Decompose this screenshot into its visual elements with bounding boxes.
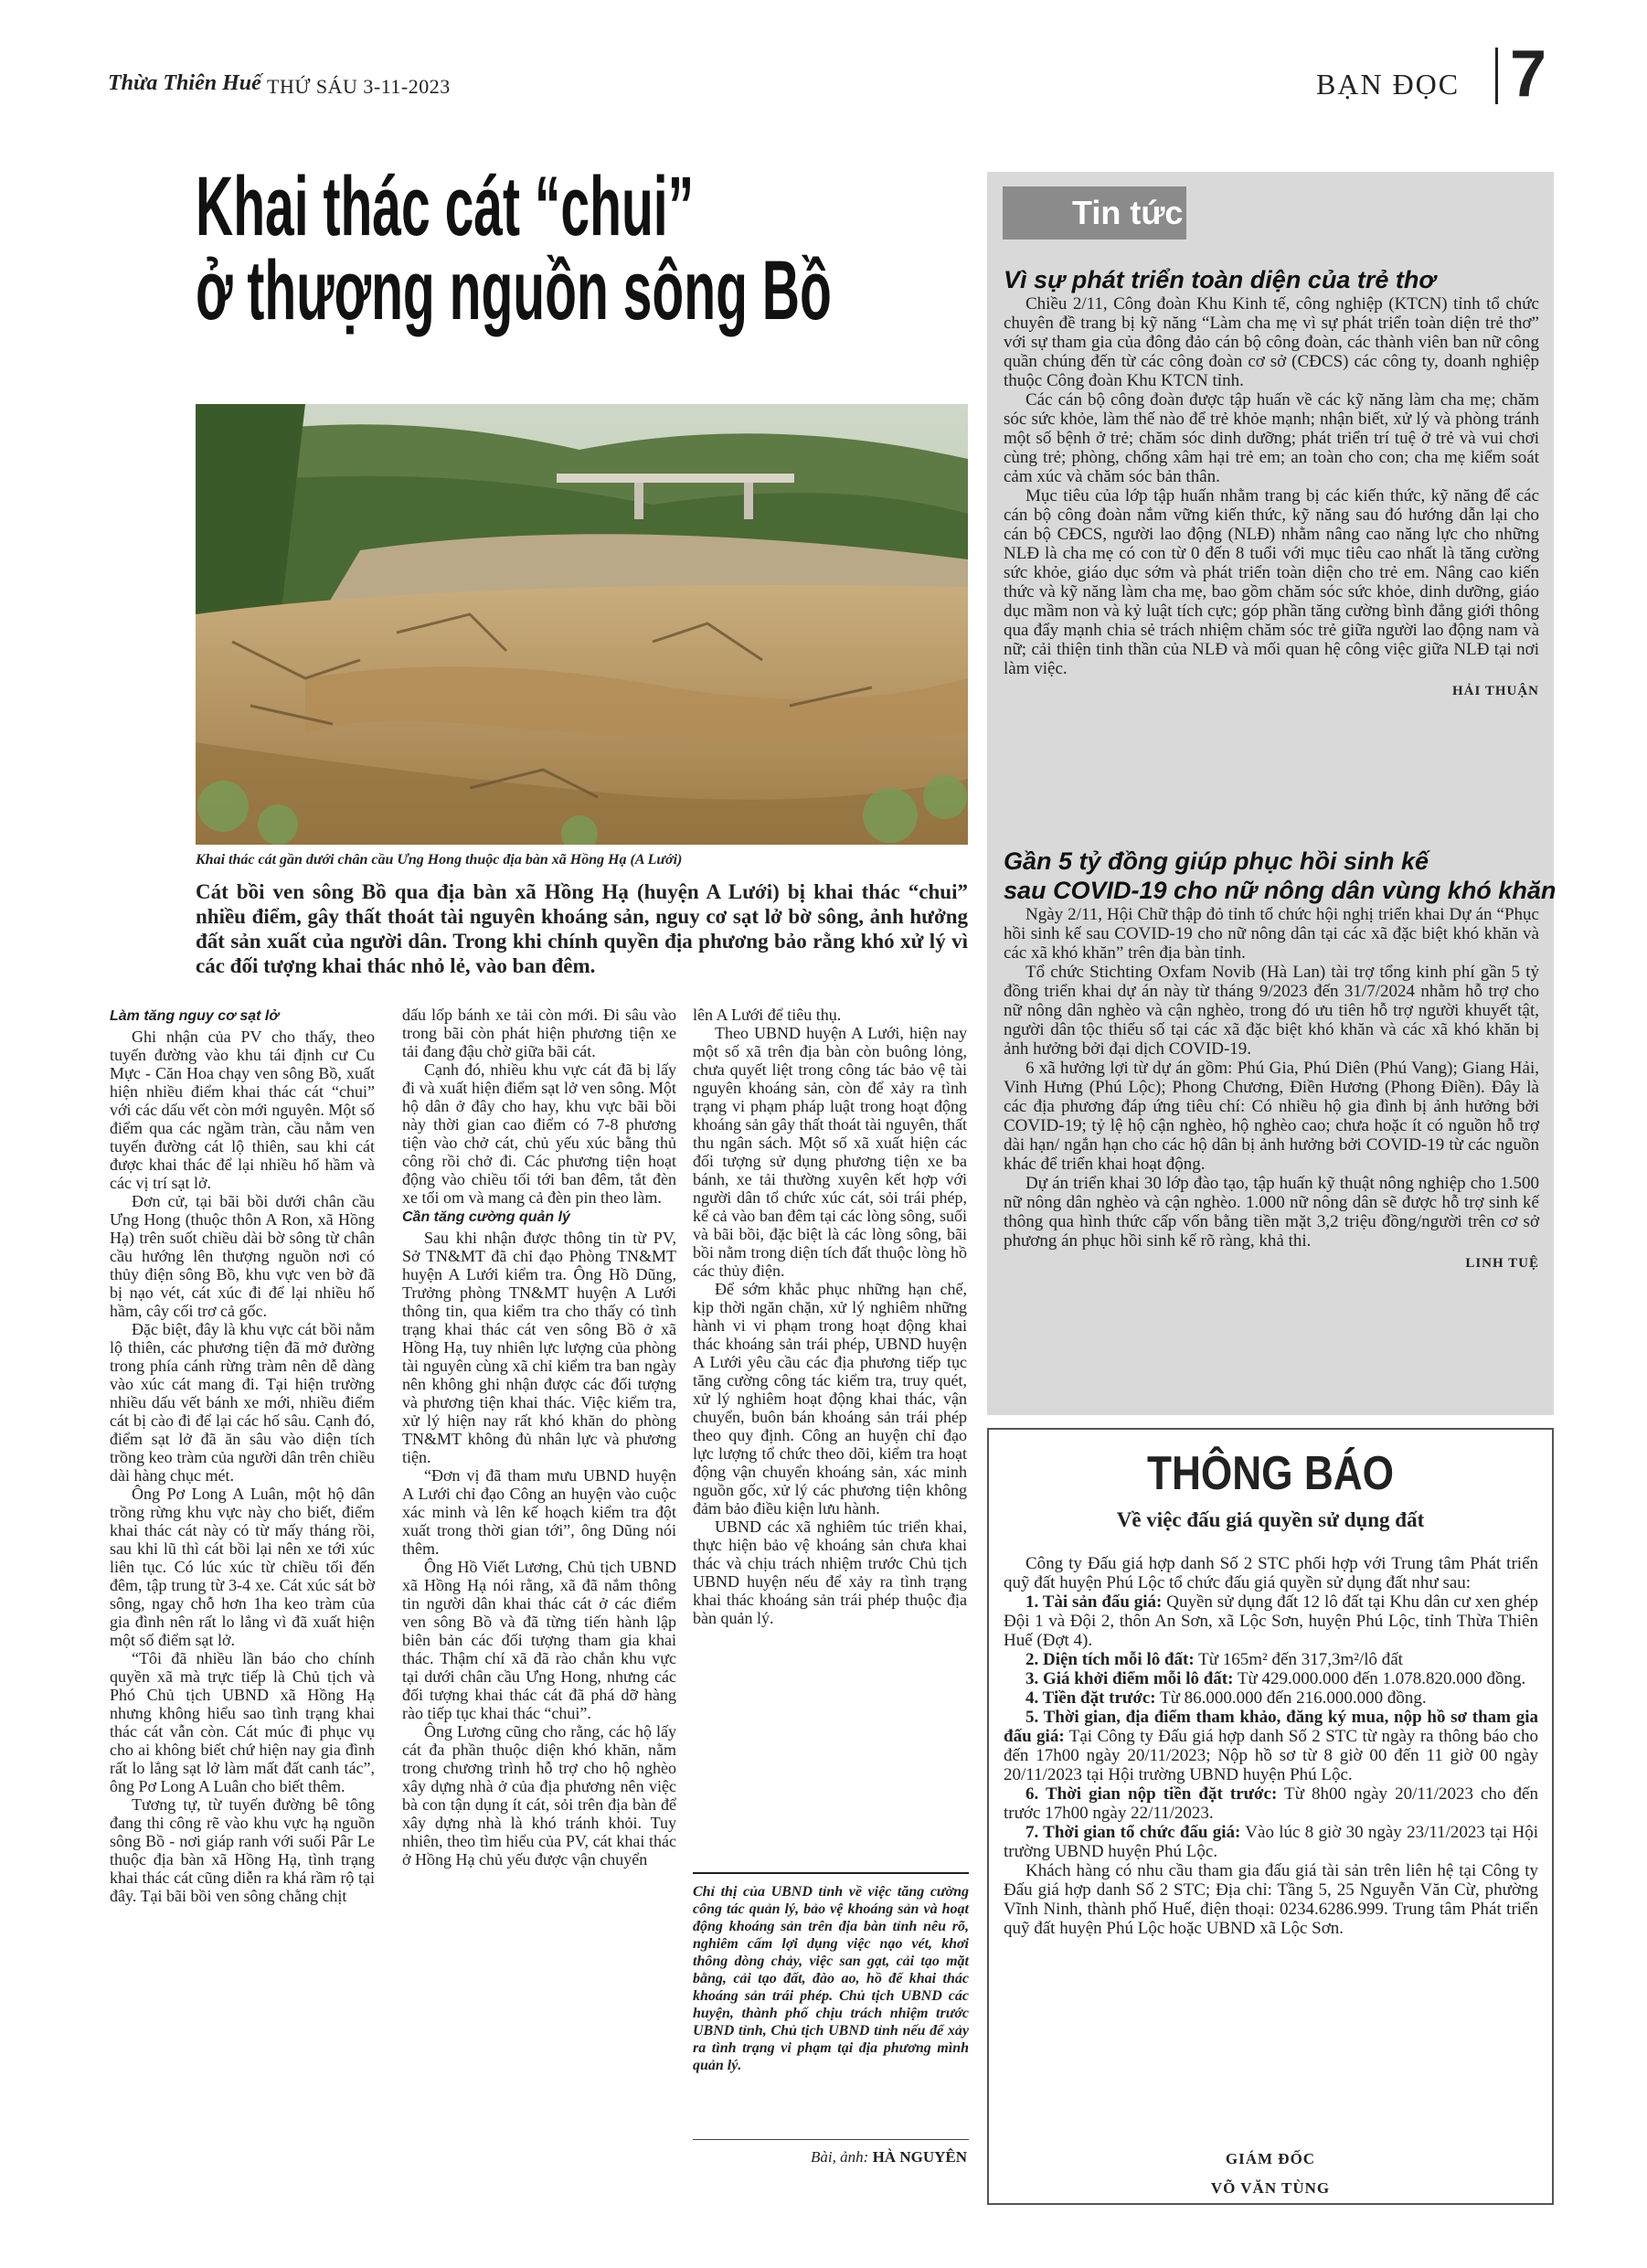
notice-item-text: Từ 429.000.000 đến 1.078.820.000 đồng. — [1233, 1669, 1526, 1688]
notice-item-label: 1. Tài sản đấu giá: — [1025, 1592, 1163, 1612]
article-photo — [196, 404, 968, 845]
paragraph: “Tôi đã nhiều lần báo cho chính quyền xã mà trực tiếp là Chủ tịch và Phó Chủ tịch UBND xã Hồng Hạ nhưng không hiểu sao tình trạng khai thác cát vẫn còn. Cát múc đi phục vụ cho ai không biết chứ hiện nay gia đình rất lo lắng sạt lở làm mất đất canh tác”, ông Pơ Long A Luân cho biết thêm. — [110, 1649, 375, 1795]
notice-item-label: 7. Thời gian tổ chức đấu giá: — [1025, 1823, 1241, 1842]
article-byline — [693, 2148, 967, 2167]
paragraph: Sau khi nhận được thông tin từ PV, Sở TN&MT đã chỉ đạo Phòng TN&MT huyện A Lưới kiểm tra. Ông Hồ Dũng, Trưởng phòng TN&MT huyện A Lưới thông tin, qua kiểm tra cho thấy có tình trạng khai thác cát ven sông Bồ ở xã Hồng Hạ, tuy nhiên lực lượng của phòng tài nguyên cùng xã chỉ kiểm tra ban ngày nên không ghi nhận được các đối tượng và phương tiện khai thác. Việc kiểm tra, xử lý hiện nay rất khó khăn do phòng TN&MT không đủ nhân lực và phương tiện. — [402, 1229, 676, 1466]
photo-caption: Khai thác cát gần dưới chân cầu Ưng Hong thuộc địa bàn xã Hồng Hạ (A Lưới) — [196, 852, 683, 868]
paragraph: Các cán bộ công đoàn được tập huấn về các kỹ năng làm cha mẹ; chăm sóc sức khỏe, làm thế nào để trẻ khỏe mạnh; nhận biết, xử lý và phòng tránh một số bệnh ở trẻ; chăm sóc dinh dưỡng; phát triển trí tuệ ở trẻ và vui chơi cùng trẻ; phòng, chống xâm hại trẻ em; an toàn cho con; cha mẹ kiểm soát cảm xúc và chăm sóc bản thân. — [1004, 390, 1539, 486]
directive-text: Chỉ thị của UBND tỉnh về việc tăng cường công tác quản lý, bảo vệ khoáng sản và hoạt động khoáng sản trên địa bàn tỉnh nêu rõ, nghiêm cấm lợi dụng việc nạo vét, khơi thông dòng chảy, việc san gạt, cải tạo mặt bằng, cải tạo đất, đào ao, hồ để khai thác khoáng sản trái phép. Chủ tịch UBND các huyện, thành phố chịu trách nhiệm trước UBND tỉnh, Chủ tịch UBND tỉnh nếu để xảy ra tình trạng vi phạm tại địa phương mình quản lý. — [693, 1884, 969, 2073]
paragraph: UBND các xã nghiêm túc triển khai, thực hiện bảo vệ khoáng sản chưa khai thác và chịu trách nhiệm trước Chủ tịch UBND huyện nếu để xảy ra tình trạng khai thác khoáng sản trái phép thuộc địa bàn quản lý. — [693, 1517, 967, 1627]
notice-item-text: Quyền sử dụng đất 12 lô đất tại Khu dân cư xen ghép Đội 1 và Đội 2, thôn An Sơn, xã Lộc Sơn, huyện Phú Lộc, tỉnh Thừa Thiên Huế (Đợt 4). — [1004, 1592, 1538, 1650]
article-column-1 — [110, 1006, 375, 1905]
byline-author: HÀ NGUYÊN — [872, 2148, 967, 2166]
notice-item-label: 3. Giá khởi điểm mỗi lô đất: — [1025, 1669, 1234, 1688]
notice-item-text: Từ 165m² đến 317,3m²/lô đất — [1194, 1650, 1403, 1669]
notice-item — [1004, 1784, 1538, 1823]
paragraph: “Đơn vị đã tham mưu UBND huyện A Lưới chỉ đạo Công an huyện vào cuộc xác minh và lên kế hoạch kiểm tra đột xuất trong thời gian tới”, ông Dũng nói thêm. — [402, 1466, 676, 1558]
notice-subtitle: Về việc đấu giá quyền sử dụng đất — [1116, 1508, 1425, 1531]
notice-item — [1004, 1823, 1538, 1861]
notice-item — [1004, 1650, 1538, 1669]
paragraph: Cạnh đó, nhiều khu vực cát đã bị lấy đi và xuất hiện điểm sạt lở ven sông. Một hộ dân ở đây cho hay, khu vực bãi bồi này thời gian cao điểm có 7-8 phương tiện vào chở cát, chủ yếu xúc bằng thủ công rồi chở đi. Các phương tiện hoạt động vào chiều tối tới ban đêm, tắt đèn xe tối om và mang cả đèn pin theo làm. — [402, 1060, 676, 1207]
notice-item-label: 5. Thời gian, địa điểm tham khảo, đăng ký mua, nộp hồ sơ tham gia đấu giá: — [1004, 1708, 1538, 1746]
news-article-title-line-2: sau COVID-19 cho nữ nông dân vùng khó khăn — [1004, 877, 1557, 904]
headline-line-2: ở thượng nguồn sông Bồ — [196, 244, 832, 337]
notice-item-label: 2. Diện tích mỗi lô đất: — [1025, 1650, 1195, 1669]
notice-closing: Khách hàng có nhu cầu tham gia đấu giá tài sản trên liên hệ tại Công ty Đấu giá hợp danh Số 2 STC; Địa chỉ: Tầng 5, 25 Nguyễn Văn Cừ, phường Vĩnh Ninh, thành phố Huế, điện thoại: 0234.6286.999. Trung tâm Phát triển quỹ đất huyện Phú Lộc hoặc UBND xã Lộc Sơn. — [1004, 1861, 1538, 1938]
sidebar-divider — [693, 2139, 969, 2140]
paragraph: Ông Hồ Viết Lương, Chủ tịch UBND xã Hồng Hạ nói rằng, xã đã nắm thông tin người dân khai thác cát ở các điểm ven sông Bồ và đã từng tiến hành lập biên bản các đối tượng tham gia khai thác. Thậm chí xã đã rào chắn khu vực tại dưới chân cầu Ưng Hong, nhưng các đối tượng khai thác cát đã phá dỡ hàng rào tiếp tục khai thác “chui”. — [402, 1558, 676, 1722]
notice-body — [1004, 1554, 1538, 1938]
news-article-children — [1004, 265, 1539, 699]
paragraph: Chiều 2/11, Công đoàn Khu Kinh tế, công nghiệp (KTCN) tỉnh tổ chức chuyên đề trang bị kỹ năng “Làm cha mẹ vì sự phát triển toàn diện trẻ thơ” với sự tham gia của đông đảo cán bộ công đoàn, các thành viên ban nữ công quần chúng đến từ các công đoàn cơ sở (CĐCS) các công ty, doanh nghiệp thuộc Công đoàn Khu KTCN tỉnh. — [1004, 294, 1539, 390]
paragraph: Theo UBND huyện A Lưới, hiện nay một số xã trên địa bàn còn buông lỏng, chưa quyết liệt trong công tác bảo vệ tài nguyên khoáng sản, còn để xảy ra tình trạng vi phạm pháp luật trong hoạt động khoáng sản gây thất thoát tài nguyên, thất thu ngân sách. Một số xã xuất hiện các đối tượng sử dụng phương tiện xe ba bánh, xe tải thường xuyên kết hợp với người dân tổ chức xúc cát, sỏi trái phép, kể cả vào ban đêm tại các lòng sông, suối và bãi bồi, đặc biệt là các lòng sông, bãi bồi nằm trong diện tích đất thuộc lòng hồ các thủy điện. — [693, 1024, 967, 1280]
paragraph: dấu lốp bánh xe tải còn mới. Đi sâu vào trong bãi còn phát hiện phương tiện xe tải đang đậu chờ giữa bãi cát. — [402, 1006, 676, 1060]
news-article-livelihood — [1004, 847, 1557, 1272]
news-tab-label: Tin tức — [1003, 186, 1186, 240]
subhead-strengthen-management: Cần tăng cường quản lý — [402, 1209, 570, 1225]
paragraph: Để sớm khắc phục những hạn chế, kịp thời ngăn chặn, xử lý nghiêm những hành vi vi phạm trong hoạt động khai thác khoáng sản trái phép, UBND huyện A Lưới yêu cầu các địa phương tiếp tục tăng cường công tác kiểm tra, truy quét, xử lý nghiêm hoạt động khai thác, vận chuyển, buôn bán khoáng sản trái phép theo quy định. Công an huyện chỉ đạo lực lượng tổ chức theo dõi, kiểm tra hoạt động vận chuyển khoáng sản, xác minh nguồn gốc, xử lý các phương tiện không đảm bảo điều kiện lưu hành. — [693, 1280, 967, 1517]
notice-item-label: 6. Thời gian nộp tiền đặt trước: — [1025, 1784, 1278, 1804]
news-article-author: LINH TUỆ — [1465, 1256, 1539, 1271]
page-number: 7 — [1510, 37, 1547, 111]
notice-item-text: Vào lúc 8 giờ 30 ngày 23/11/2023 tại Hội trường UBND huyện Phú Lộc. — [1004, 1823, 1538, 1861]
paragraph: Mục tiêu của lớp tập huấn nhằm trang bị các kiến thức, kỹ năng để các cán bộ công đoàn nắm vững kiến thức, kỹ năng sau đó hướng dẫn lại cho cán bộ CĐCS, người lao động (NLĐ) nhằm nâng cao năng lực cho những NLĐ là cha mẹ có con từ 0 đến 8 tuổi với mục tiêu cao nhất là tăng cường sức khỏe, giáo dục sớm và phát triển toàn diện cho trẻ em. Nâng cao kiến thức và kỹ năng làm cha mẹ, bao gồm chăm sóc sức khỏe, dinh dưỡng, giáo dục mầm non và kỷ luật tích cực; góp phần tăng cường bình đẳng giới thông qua đẩy mạnh chia sẻ trách nhiệm chăm sóc trẻ giữa người lao động nam và nữ; cải thiện tinh thần của NLĐ và mối quan hệ công việc giữa NLĐ tại nơi làm việc. — [1004, 486, 1539, 678]
paragraph: Ông Pơ Long A Luân, một hộ dân trồng rừng khu vực này cho biết, điểm khai thác cát này có từ mấy tháng rồi, sau khi lũ thì cát bồi lại nên xe tới xúc liên tục. Có lúc xúc từ chiều tối đến đêm, tập trung từ 3-4 xe. Cát xúc sát bờ sông, ngay chỗ hơn 1ha keo tràm của gia đình nên rất lo lắng vì đã xuất hiện một số điểm sạt lở. — [110, 1485, 375, 1649]
notice-intro: Công ty Đấu giá hợp danh Số 2 STC phối hợp với Trung tâm Phát triển quỹ đất huyện Phú Lộc tổ chức đấu giá quyền sử dụng đất như sau: — [1004, 1554, 1538, 1592]
paragraph: Ngày 2/11, Hội Chữ thập đỏ tỉnh tổ chức hội nghị triển khai Dự án “Phục hồi sinh kế sau COVID-19 cho nữ nông dân tại các xã đặc biệt khó khăn và các xã khó khăn” trên địa bàn tỉnh. — [1004, 905, 1539, 963]
paragraph: Dự án triển khai 30 lớp đào tạo, tập huấn kỹ thuật nông nghiệp cho 1.500 nữ nông dân nghèo và cận nghèo. 1.000 nữ nông dân sẽ được hỗ trợ sinh kế thông qua hình thức cấp vốn bằng tiền mặt 3,2 triệu đồng/người trên cơ sở phương án phục hồi sinh kế rõ ràng, khả thi. — [1004, 1174, 1539, 1251]
paragraph: lên A Lưới để tiêu thụ. — [693, 1006, 842, 1024]
paragraph: Ghi nhận của PV cho thấy, theo tuyến đường vào khu tái định cư Cu Mực - Căn Hoa chạy ven sông Bồ, xuất hiện nhiều điểm khai thác cát “chui” với các dấu vết còn mới nguyên. Một số điểm qua các ngầm tràn, cầu nằm ven tuyến đường cát lộ thiên, sau khi cát được khai thác để lại nhiều hố hầm và các vị trí sạt lở. — [110, 1028, 375, 1192]
notice-item-text: Từ 86.000.000 đến 216.000.000 đồng. — [1155, 1688, 1427, 1708]
headline-line-1: Khai thác cát “chui” — [196, 160, 695, 253]
issue-date: THỨ SÁU 3-11-2023 — [267, 75, 451, 98]
notice-item-text: Từ 8h00 ngày 20/11/2023 cho đến trước 17h00 ngày 22/11/2023. — [1004, 1784, 1538, 1823]
paragraph: Tổ chức Stichting Oxfam Novib (Hà Lan) tài trợ tổng kinh phí gần 5 tỷ đồng triển khai dự án này từ tháng 9/2023 đến 31/7/2024 nhằm hỗ trợ cho nữ nông dân nghèo và cận nghèo, trong đó ưu tiên hỗ trợ người khuyết tật, người dân tộc thiểu số tại các xã đặc biệt khó khăn và các xã khó khăn bị ảnh hưởng bởi đại dịch COVID-19. — [1004, 963, 1539, 1059]
notice-signatory-name: VÕ VĂN TÙNG — [1210, 2179, 1331, 2197]
notice-item — [1004, 1592, 1538, 1650]
main-headline — [196, 160, 832, 337]
article-column-3 — [693, 1006, 967, 1627]
notice-item-label: 4. Tiền đặt trước: — [1025, 1688, 1156, 1708]
paragraph: 6 xã hưởng lợi từ dự án gồm: Phú Gia, Phú Diên (Phú Vang); Giang Hải, Vinh Hưng (Phú Lộc); Phong Chương, Điền Hương (Phong Điền). Đây là các địa phương đáp ứng tiêu chí: Có nhiều hộ gia đình bị ảnh hưởng bởi COVID-19; tỷ lệ hộ cận nghèo, hộ nghèo cao; chưa hoặc ít có nguồn hỗ trợ dài hạn/ ngắn hạn cho các hộ dân bị ảnh hưởng bởi COVID-19 từ các nguồn khác để triển khai hoạt động. — [1004, 1059, 1539, 1174]
notice-item-text: Tại Công ty Đấu giá hợp danh Số 2 STC từ ngày ra thông báo cho đến 17h00 ngày 20/11/2023; Nộp hồ sơ từ 8 giờ 00 đến 11 giờ 00 ngày 20/11/2023 tại Hội trường UBND huyện Phú Lộc. — [1004, 1727, 1538, 1784]
directive-sidebar — [693, 1872, 969, 2074]
notice-item — [1004, 1688, 1538, 1708]
notice-signatory-title: GIÁM ĐỐC — [1225, 2150, 1316, 2167]
notice-item — [1004, 1669, 1538, 1688]
notice-title: THÔNG BÁO — [1146, 1447, 1395, 1500]
riverbank-photo-illustration — [196, 404, 968, 845]
news-article-title: Vì sự phát triển toàn diện của trẻ thơ — [1004, 266, 1436, 293]
subhead-landslide-risk: Làm tăng nguy cơ sạt lở — [110, 1008, 280, 1024]
header-divider — [1495, 48, 1498, 104]
paragraph: Tương tự, từ tuyến đường bê tông đang thi công rẽ vào khu vực hạ nguồn sông Bồ - nơi giáp ranh với suối Pâr Le thuộc địa bàn xã Hồng Hạ, tình trạng khai thác cát cũng diễn ra khá rầm rộ tại đây. Tại bãi bồi ven sông chằng chịt — [110, 1795, 375, 1905]
article-lede: Cát bồi ven sông Bồ qua địa bàn xã Hồng Hạ (huyện A Lưới) bị khai thác “chui” nhiều điểm, gây thất thoát tài nguyên khoáng sản, nguy cơ sạt lở bờ sông, ảnh hưởng đất sản xuất của người dân. Trong khi chính quyền địa phương bảo rằng khó xử lý vì các đối tượng khai thác nhỏ lẻ, vào ban đêm. — [196, 880, 968, 977]
section-title: BẠN ĐỌC — [1316, 68, 1461, 101]
byline-prefix: Bài, ảnh: — [811, 2148, 873, 2166]
article-column-2 — [402, 1006, 676, 1869]
paragraph: Đơn cử, tại bãi bồi dưới chân cầu Ưng Hong (thuộc thôn A Ron, xã Hồng Hạ) trên suốt chiều dài bờ sông từ chân cầu hướng lên thượng nguồn nơi có thủy điện sông Bồ, khu vực ven bờ đã bị nạo vét, cát xúc đi để lại nhiều hố hầm, cây cối trơ cả gốc. — [110, 1192, 375, 1320]
news-article-author: HẢI THUẬN — [1452, 684, 1539, 698]
news-article-title-line-1: Gần 5 tỷ đồng giúp phục hồi sinh kế — [1004, 847, 1429, 875]
notice-item — [1004, 1708, 1538, 1784]
publication-name: Thừa Thiên Huế — [108, 71, 261, 95]
paragraph: Ông Lương cũng cho rằng, các hộ lấy cát đa phần thuộc diện khó khăn, nằm trong chương trình hỗ trợ cho hộ nghèo xây dựng nhà ở của địa phương nên việc bà con tận dụng ít cát, sỏi trên địa bàn để xây dựng nhà là khó tránh khỏi. Tuy nhiên, theo tìm hiểu của PV, cát khai thác ở Hồng Hạ chủ yếu được vận chuyển — [402, 1722, 676, 1869]
paragraph: Đặc biệt, đây là khu vực cát bồi nằm lộ thiên, các phương tiện đã mở đường trong phía cánh rừng tràm nên dễ dàng vào xúc cát mang đi. Tại hiện trường nhiều dấu vết bánh xe mới, nhiều điểm cát bị cào đi để lại các hố sâu. Cạnh đó, điểm sạt lở đã ăn sâu vào diện tích trồng keo tràm của người dân trên chiều dài hàng chục mét. — [110, 1320, 375, 1485]
